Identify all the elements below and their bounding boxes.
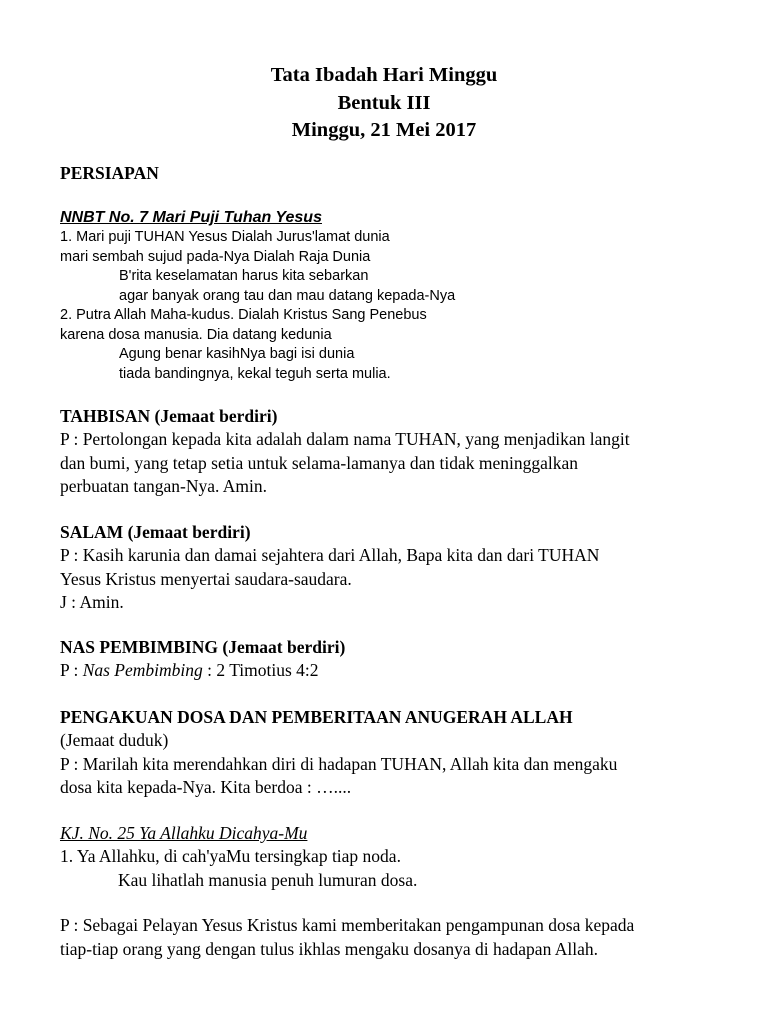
liturgy-line: dosa kita kepada-Nya. Kita berdoa : …....	[60, 777, 352, 797]
hymn-line: tiada bandingnya, kekal teguh serta mulia.	[119, 365, 391, 382]
nas-label: Nas Pembimbing	[82, 660, 203, 680]
document-subtitle: Bentuk III	[337, 91, 431, 114]
pemberitaan-section	[60, 914, 740, 961]
hymn-line: Agung benar kasihNya bagi isi dunia	[119, 346, 355, 362]
tahbisan-section	[60, 405, 740, 499]
nas-prefix: P :	[60, 660, 83, 680]
liturgy-line: P : Pertolongan kepada kita adalah dalam nama TUHAN, yang menjadikan langit	[60, 429, 630, 449]
liturgy-line: tiap-tiap orang yang dengan tulus ikhlas mengaku dosanya di hadapan Allah.	[60, 938, 598, 959]
pengakuan-heading: PENGAKUAN DOSA DAN PEMBERITAAN ANUGERAH ALLAH	[60, 707, 573, 727]
liturgy-line: Yesus Kristus menyertai saudara-saudara.	[60, 568, 352, 589]
persiapan-heading: PERSIAPAN	[60, 163, 159, 183]
hymn-line: 1. Ya Allahku, di cah'yaMu tersingkap tiap noda.	[60, 846, 401, 866]
pengakuan-section	[60, 706, 740, 800]
document-title: Tata Ibadah Hari Minggu	[270, 64, 498, 86]
hymn-line: 1. Mari puji TUHAN Yesus Dialah Jurus'lamat dunia	[60, 229, 390, 245]
liturgy-line: P : Marilah kita merendahkan diri di hadapan TUHAN, Allah kita dan mengaku	[60, 753, 618, 774]
nas-heading: NAS PEMBIMBING (Jemaat berdiri)	[60, 637, 346, 657]
liturgy-line: J : Amin.	[60, 592, 124, 612]
hymn-title: KJ. No. 25 Ya Allahku Dicahya-Mu	[60, 823, 308, 843]
hymn-line: B'rita keselamatan harus kita sebarkan	[119, 268, 369, 284]
hymn-line: mari sembah sujud pada-Nya Dialah Raja Dunia	[60, 248, 371, 265]
salam-heading: SALAM (Jemaat berdiri)	[60, 522, 251, 542]
nas-section	[60, 636, 740, 683]
pengakuan-note: (Jemaat duduk)	[60, 730, 169, 750]
liturgy-line: P : Kasih karunia dan damai sejahtera dari Allah, Bapa kita dan dari TUHAN	[60, 545, 600, 565]
tahbisan-heading: TAHBISAN (Jemaat berdiri)	[60, 406, 278, 426]
liturgy-line: P : Sebagai Pelayan Yesus Kristus kami memberitakan pengampunan dosa kepada	[60, 915, 635, 935]
hymn-line: agar banyak orang tau dan mau datang kepada-Nya	[119, 287, 456, 304]
document-date: Minggu, 21 Mei 2017	[291, 119, 477, 141]
hymn-line: Kau lihatlah manusia penuh lumuran dosa.	[118, 869, 418, 890]
salam-section	[60, 521, 740, 615]
nas-line	[60, 659, 740, 683]
hymn-line: karena dosa manusia. Dia datang kedunia	[60, 326, 332, 343]
hymn-title: NNBT No. 7 Mari Puji Tuhan Yesus	[60, 209, 322, 226]
hymn-kj-25	[60, 822, 740, 892]
title-block	[0, 62, 768, 145]
persiapan-section	[60, 162, 740, 185]
hymn-nnbt-7	[60, 208, 740, 384]
liturgy-line: perbuatan tangan-Nya. Amin.	[60, 476, 268, 496]
nas-reference: : 2 Timotius 4:2	[202, 660, 319, 680]
liturgy-line: dan bumi, yang tetap setia untuk selama-lamanya dan tidak meninggalkan	[60, 452, 579, 473]
hymn-line: 2. Putra Allah Maha-kudus. Dialah Kristus Sang Penebus	[60, 307, 427, 323]
